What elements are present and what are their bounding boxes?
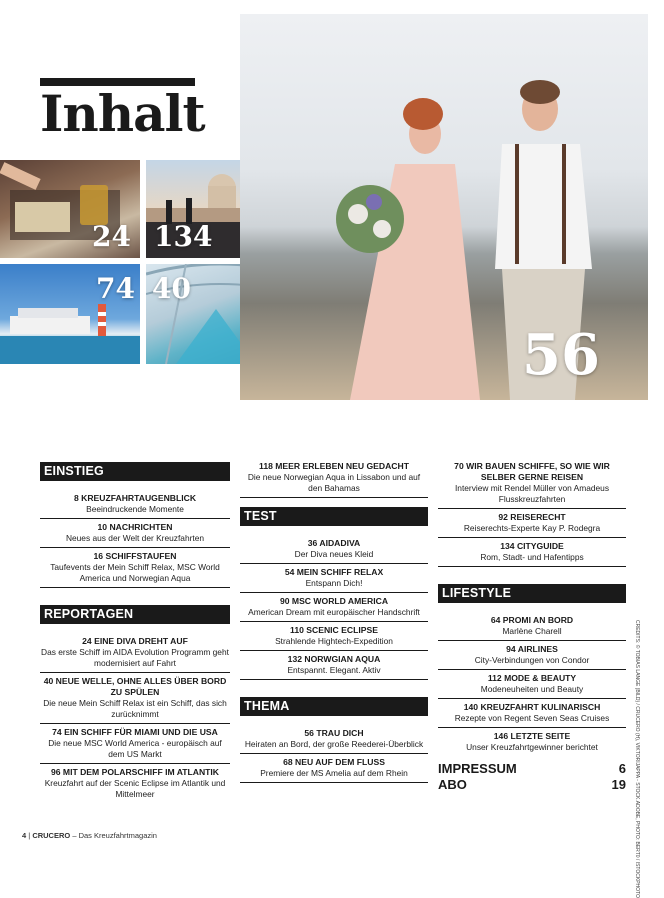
toc-column-1 bbox=[40, 462, 230, 803]
abo-page: 19 bbox=[611, 777, 626, 792]
photo-wedding-couple bbox=[240, 14, 648, 400]
entry-heading: 132 NORWGIAN AQUA bbox=[287, 654, 381, 664]
entry-heading: 8 KREUZFAHRTAUGENBLICK bbox=[73, 493, 197, 503]
entry-description: City-Verbindungen von Condor bbox=[474, 655, 590, 665]
toc-entry[interactable] bbox=[240, 651, 428, 680]
footer-brand: CRUCERO bbox=[32, 831, 71, 840]
toc-entry[interactable] bbox=[438, 670, 626, 699]
photo-cruise-ship bbox=[0, 264, 140, 364]
entry-description: Rom, Stadt- und Hafentipps bbox=[480, 552, 584, 562]
entry-heading: 74 EIN SCHIFF FÜR MIAMI UND DIE USA bbox=[52, 727, 218, 737]
toc-entry[interactable] bbox=[438, 728, 626, 756]
entry-heading: 96 MIT DEM POLARSCHIFF IM ATLANTIK bbox=[50, 767, 220, 777]
impressum-label: IMPRESSUM bbox=[438, 761, 517, 776]
footer-divider: | bbox=[28, 831, 33, 840]
toc-entry[interactable] bbox=[438, 538, 626, 567]
impressum-page: 6 bbox=[618, 761, 626, 776]
entry-heading: 94 AIRLINES bbox=[506, 644, 558, 654]
entry-description: Interview mit Rendel Müller von Amadeus Flusskreuzfahrten bbox=[454, 483, 610, 504]
entry-heading: 16 SCHIFFSTAUFEN bbox=[93, 551, 177, 561]
entry-description: Die neue MSC World America - europäisch auf dem US Markt bbox=[48, 738, 222, 759]
photo-cooking bbox=[0, 160, 140, 258]
abo-row[interactable] bbox=[438, 777, 626, 793]
entry-description: Heiraten an Bord, der große Reederei-Überblick bbox=[244, 739, 424, 749]
entry-description: Premiere der MS Amelia auf dem Rhein bbox=[260, 768, 408, 778]
credits-text: CREDITS: © TOBIAS LANGE (BILD) / CRUCERO (H), VIKTORIJAPPA - STOCK.ADOBE, PHOTO: BERT0 / ISTOCKPHOTO bbox=[634, 620, 640, 898]
entry-heading: 112 MODE & BEAUTY bbox=[487, 673, 577, 683]
entry-heading: 36 AIDADIVA bbox=[307, 538, 361, 548]
toc-entry[interactable] bbox=[40, 764, 230, 803]
entry-description: Reiserechts-Experte Kay P. Rodegra bbox=[463, 523, 601, 533]
entry-heading: 68 NEU AUF DEM FLUSS bbox=[283, 757, 385, 767]
abo-label: ABO bbox=[438, 777, 467, 792]
entry-description: Rezepte von Regent Seven Seas Cruises bbox=[454, 713, 610, 723]
entry-description: Das erste Schiff im AIDA Evolution Programm geht modernisiert auf Fahrt bbox=[41, 647, 229, 668]
entry-heading: 146 LETZTE SEITE bbox=[493, 731, 571, 741]
toc-entry[interactable] bbox=[40, 548, 230, 588]
toc-entry[interactable] bbox=[40, 724, 230, 764]
entry-heading: 134 CITYGUIDE bbox=[500, 541, 564, 551]
toc-column-3 bbox=[438, 458, 626, 793]
entry-heading: 56 TRAU DICH bbox=[304, 728, 364, 738]
toc-entry[interactable] bbox=[40, 490, 230, 519]
entry-heading: 10 NACHRICHTEN bbox=[97, 522, 173, 532]
toc-entry[interactable] bbox=[40, 673, 230, 724]
entry-description: Beeindruckende Momente bbox=[86, 504, 184, 514]
entry-heading: 110 SCENIC ECLIPSE bbox=[290, 625, 378, 635]
toc-entry[interactable] bbox=[240, 622, 428, 651]
toc-column-2 bbox=[240, 458, 428, 783]
entry-description: American Dream mit europäischer Handschrift bbox=[248, 607, 420, 617]
entry-description: Der Diva neues Kleid bbox=[294, 549, 374, 559]
photo-credits bbox=[628, 620, 640, 898]
page-number-40: 40 bbox=[152, 272, 191, 305]
toc-entry[interactable] bbox=[240, 564, 428, 593]
toc-entry[interactable] bbox=[240, 754, 428, 783]
entry-description: Die neue Norwegian Aqua in Lissabon und auf den Bahamas bbox=[247, 472, 421, 493]
toc-entry[interactable] bbox=[438, 458, 626, 509]
entry-heading: 92 REISERECHT bbox=[498, 512, 566, 522]
entry-heading: 54 MEIN SCHIFF RELAX bbox=[284, 567, 384, 577]
entry-heading: 40 NEUE WELLE, OHNE ALLES ÜBER BORD ZU SPÜLEN bbox=[43, 676, 227, 697]
entry-heading: 118 MEER ERLEBEN NEU GEDACHT bbox=[259, 461, 409, 471]
page-number-24: 24 bbox=[92, 220, 131, 253]
impressum-row[interactable] bbox=[438, 761, 626, 777]
toc-entry[interactable] bbox=[40, 633, 230, 673]
section-reportagen: REPORTAGEN bbox=[40, 605, 230, 624]
toc-entry[interactable] bbox=[240, 593, 428, 622]
footer-tagline: – Das Kreuzfahrtmagazin bbox=[72, 831, 157, 840]
entry-description: Entspannt. Elegant. Aktiv bbox=[287, 665, 381, 675]
entry-heading: 140 KREUZFAHRT KULINARISCH bbox=[463, 702, 601, 712]
section-test: TEST bbox=[240, 507, 428, 526]
toc-entry[interactable] bbox=[438, 509, 626, 538]
toc-entry[interactable] bbox=[438, 699, 626, 728]
toc-entry[interactable] bbox=[438, 612, 626, 641]
toc-entry[interactable] bbox=[240, 535, 428, 564]
toc-entry[interactable] bbox=[240, 725, 428, 754]
entry-heading: 64 PROMI AN BORD bbox=[490, 615, 574, 625]
section-einstieg: EINSTIEG bbox=[40, 462, 230, 481]
page-title: Inhalt bbox=[40, 84, 205, 143]
entry-description: Neues aus der Welt der Kreuzfahrten bbox=[65, 533, 205, 543]
entry-heading: 70 WIR BAUEN SCHIFFE, SO WIE WIR SELBER GERNE REISEN bbox=[454, 461, 610, 482]
entry-description: Unser Kreuzfahrtgewinner berichtet bbox=[466, 742, 598, 752]
entry-description: Taufevents der Mein Schiff Relax, MSC World America und Norwegian Aqua bbox=[50, 562, 220, 583]
toc-entry[interactable] bbox=[438, 641, 626, 670]
entry-description: Strahlende Hightech-Expedition bbox=[275, 636, 393, 646]
footer-page-number: 4 bbox=[22, 831, 27, 840]
page-number-134: 134 bbox=[154, 220, 213, 253]
entry-description: Kreuzfahrt auf der Scenic Eclipse im Atlantik und Mittelmeer bbox=[44, 778, 226, 799]
entry-description: Entspann Dich! bbox=[305, 578, 363, 588]
toc-entry[interactable] bbox=[40, 519, 230, 548]
section-thema: THEMA bbox=[240, 697, 428, 716]
entry-description: Modeneuheiten und Beauty bbox=[480, 684, 584, 694]
page-number-56: 56 bbox=[522, 322, 600, 388]
entry-heading: 90 MSC WORLD AMERICA bbox=[279, 596, 389, 606]
page-number-74: 74 bbox=[96, 272, 135, 305]
toc-entry[interactable] bbox=[240, 458, 428, 498]
page-footer bbox=[22, 831, 157, 840]
section-lifestyle: LIFESTYLE bbox=[438, 584, 626, 603]
entry-description: Marlène Charell bbox=[502, 626, 562, 636]
entry-heading: 24 EINE DIVA DREHT AUF bbox=[82, 636, 188, 646]
entry-description: Die neue Mein Schiff Relax ist ein Schiff, das sich zurücknimmt bbox=[43, 698, 227, 719]
